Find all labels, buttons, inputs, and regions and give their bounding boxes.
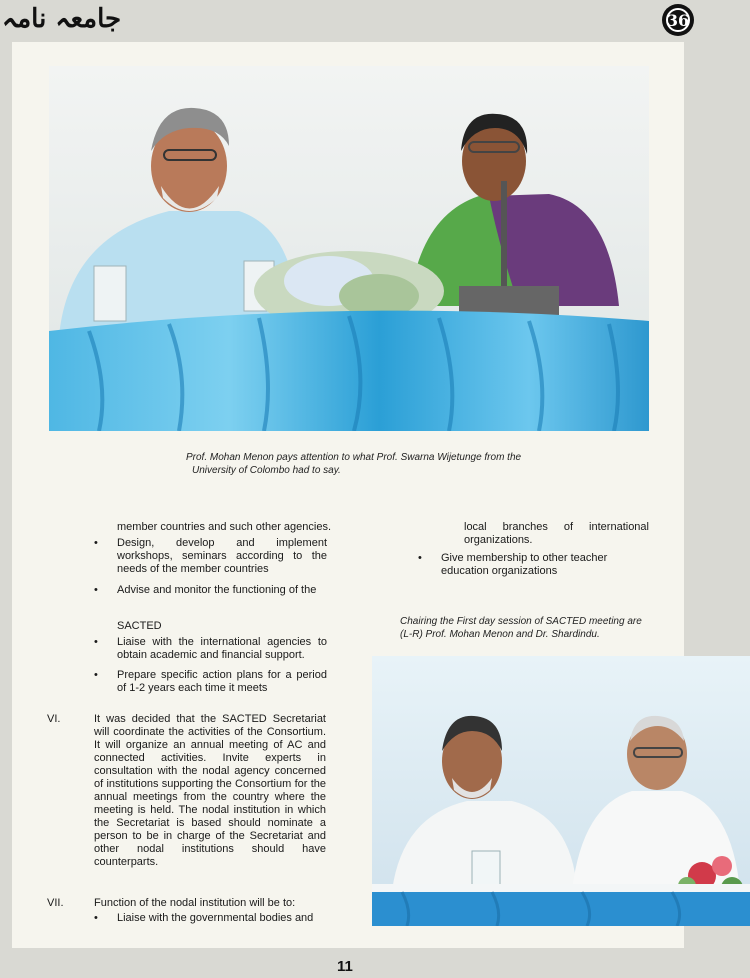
photo-bottom-image — [372, 656, 750, 926]
issue-number: 36 — [666, 8, 690, 32]
bullet-dot: • — [94, 636, 98, 648]
bullet-membership-text: Give membership to other teacher education organizations — [441, 552, 608, 577]
photo-top-image — [49, 66, 649, 431]
masthead-logo: جامعہ نامہ — [2, 4, 122, 34]
line-sacted: SACTED — [117, 620, 162, 632]
bullet-prepare-text: Prepare specific action plans for a period of 1-2 years each time it meets — [117, 669, 327, 694]
caption-bottom-line1: Chairing the First day session of SACTED meeting are — [400, 616, 642, 627]
item-vii-number: VII. — [47, 897, 64, 909]
bullet-dot: • — [94, 912, 98, 924]
line-local-branches: local branches of international organizations. — [464, 521, 649, 546]
caption-top-line1: Prof. Mohan Menon pays attention to what Prof. Swarna Wijetunge from the — [186, 452, 522, 463]
item-vi-text: It was decided that the SACTED Secretariat will coordinate the activities of the Consortium. It will organize an annual meeting of AC and connected activities. Invite experts in consultation with the nodal agency concerned of institutions supporting the Consortium for the annual meetings from the country where the meeting is held. The nodal institution in which the Secretariat is based should nominate a person to be in charge of the Secretariat and other nodal institutions should have counterparts. — [94, 713, 326, 868]
bullet-liaise-governmental-text: Liaise with the governmental bodies and — [117, 912, 314, 924]
photo-bottom — [372, 656, 750, 926]
bullet-dot: • — [418, 552, 422, 564]
issue-badge — [662, 4, 694, 36]
page-number: 11 — [337, 958, 353, 975]
caption-top — [186, 452, 526, 477]
item-vi-number: VI. — [47, 713, 61, 725]
bullet-dot: • — [94, 584, 98, 596]
line-member-countries: member countries and such other agencies. — [117, 521, 332, 533]
caption-bottom-line2: (L-R) Prof. Mohan Menon and Dr. Shardindu. — [400, 628, 600, 640]
caption-top-line2: University of Colombo had to say. — [192, 464, 341, 476]
photo-top — [49, 66, 649, 431]
bullet-liaise-international-text: Liaise with the international agencies to obtain academic and financial support. — [117, 636, 327, 661]
bullet-dot: • — [94, 537, 98, 549]
bullet-design-text: Design, develop and implement workshops, seminars according to the needs of the member countries — [117, 537, 327, 575]
caption-bottom — [400, 616, 660, 641]
bullet-dot: • — [94, 669, 98, 681]
bullet-advise-text: Advise and monitor the functioning of the — [117, 584, 317, 596]
item-vii-text: Function of the nodal institution will be to: — [94, 897, 296, 909]
